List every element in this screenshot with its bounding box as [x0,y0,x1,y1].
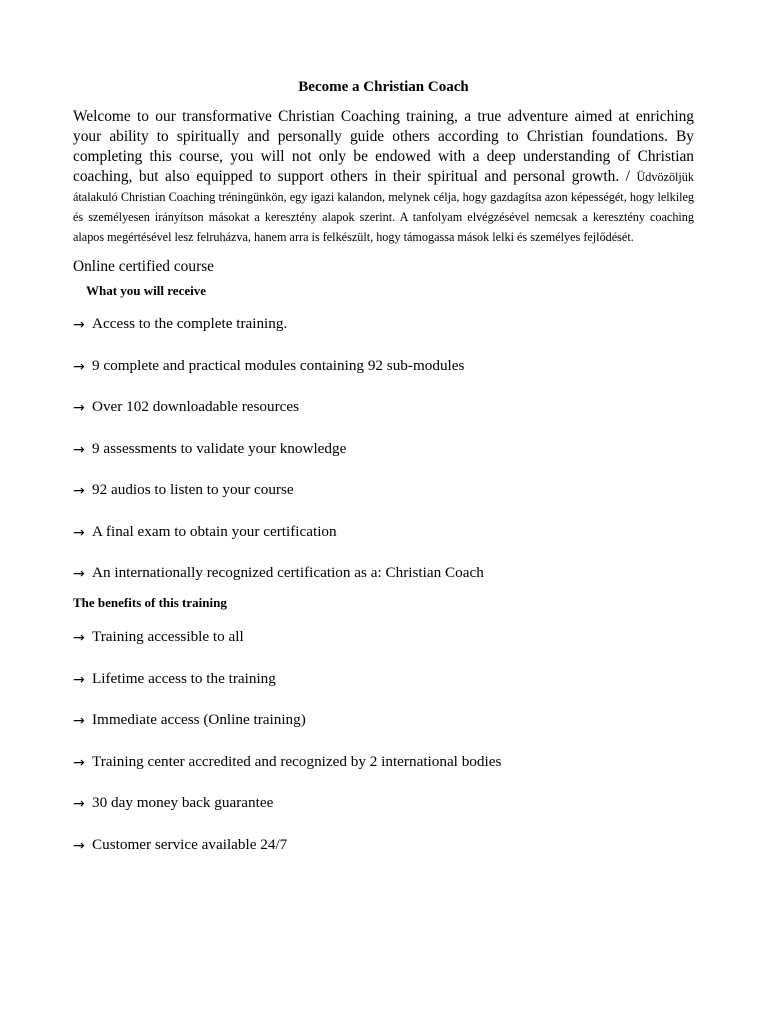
list-item [73,397,694,417]
benefits-section-heading: The benefits of this training [73,595,227,610]
receive-section-heading: What you will receive [86,283,206,298]
arrow-right-icon: → [73,713,85,729]
list-item-text: Lifetime access to the training [92,669,276,687]
arrow-right-icon: → [73,754,85,771]
list-item [73,627,694,647]
list-item-text: 30 day money back guarantee [92,794,274,811]
arrow-right-icon: → [73,671,85,688]
intro-paragraph [73,107,694,247]
list-item [73,314,694,334]
arrow-right-icon: → [73,630,85,646]
list-item [73,480,694,500]
list-item-text: A final exam to obtain your certification [92,522,337,540]
page-title: Become a Christian Coach [298,79,469,95]
list-item-text: An internationally recognized certification as a: Christian Coach [92,564,484,581]
arrow-right-icon: → [73,483,85,499]
list-item-text: Over 102 downloadable resources [92,398,300,415]
list-item [73,356,694,376]
arrow-right-icon: → [73,317,85,333]
list-item [73,752,694,772]
arrow-right-icon: → [73,796,85,812]
benefits-list [73,627,694,855]
receive-list [73,314,694,583]
intro-hungarian-text: Üdvözöljük átalakuló Christian Coaching tréningünkön, egy igazi kalandon, melynek célja, hogy gazdagítsa azon képességét, hogy lelkileg és személyesen irányítson másokat a keresztény alapok szerint. A tanfolyam elvégzésével nemcsak a keresztény coaching alapos megértésével lesz felruházva, hanem arra is felkészült, hogy támogassa mások lelki és személyes fejlődését. [73,170,694,244]
list-item-text: Training center accredited and recognized by 2 international bodies [92,752,502,770]
list-item-text: Training accessible to all [92,628,244,645]
list-item [73,669,694,689]
list-item-text: 9 assessments to validate your knowledge [92,439,347,457]
course-type-label: Online certified course [73,258,215,275]
intro-english-text: Welcome to our transformative Christian Coaching training, a true adventure aimed at enriching your ability to spiritually and personally guide others according to Christian foundations. By completing this course, you will not only be endowed with a deep understanding of Christian coaching, but also equipped to support others in their spiritual and personal growth. / [73,108,694,185]
list-item-text: Customer service available 24/7 [92,835,288,853]
list-item [73,439,694,459]
list-item [73,563,694,583]
arrow-right-icon: → [73,358,85,375]
arrow-right-icon: → [73,400,85,416]
list-item-text: 9 complete and practical modules containing 92 sub-modules [92,356,465,374]
list-item-text: Immediate access (Online training) [92,711,306,728]
list-item [73,710,694,730]
list-item [73,522,694,542]
arrow-right-icon: → [73,837,85,854]
list-item-text: 92 audios to listen to your course [92,481,294,498]
list-item [73,835,694,855]
list-item-text: Access to the complete training. [92,315,288,332]
arrow-right-icon: → [73,524,85,541]
list-item [73,793,694,813]
arrow-right-icon: → [73,566,85,582]
arrow-right-icon: → [73,441,85,458]
